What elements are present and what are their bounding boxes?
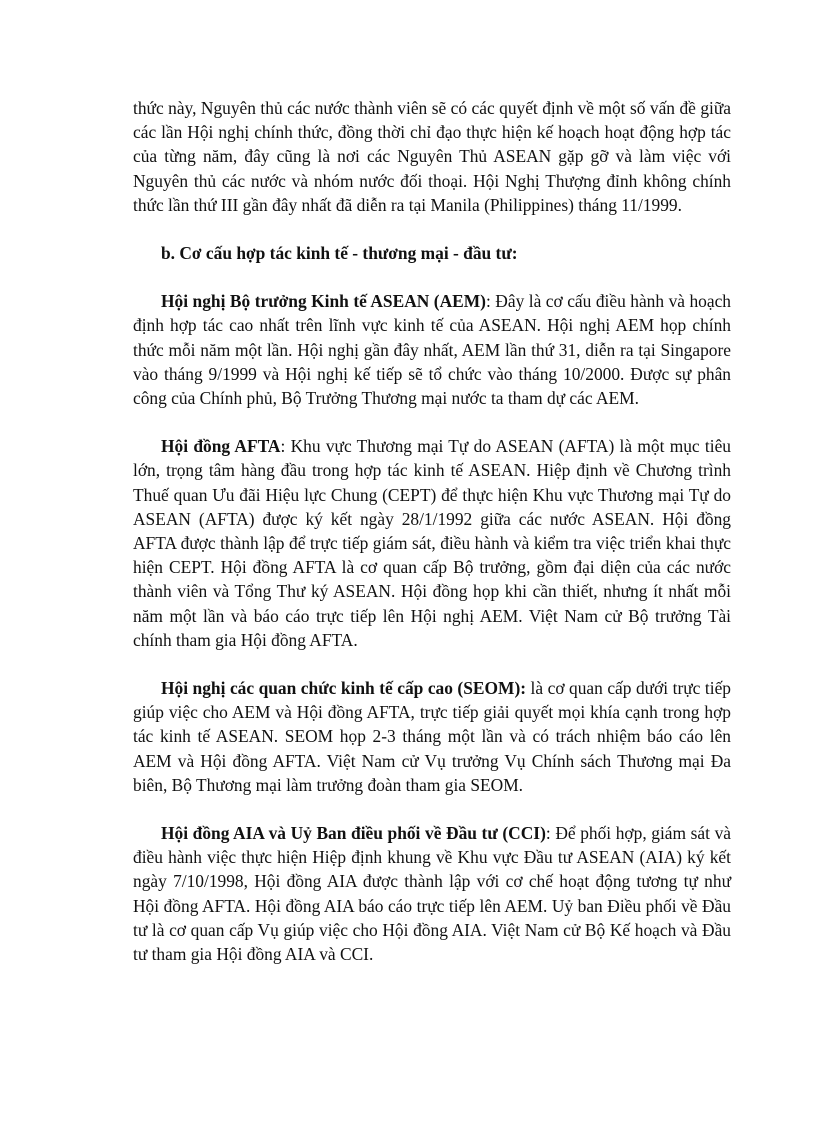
term-aem: Hội nghị Bộ trưởng Kinh tế ASEAN (AEM) [161,291,486,312]
body-seom: là cơ quan cấp dưới trực tiếp giúp việc cho AEM và Hội đồng AFTA, trực tiếp giải quyết mọi khía cạnh trong hợp tác kinh tế ASEAN. SEOM họp 2-3 tháng một lần và có trách nhiệm báo cáo lên AEM và Hội đồng AFTA. Việt Nam cử Vụ trưởng Vụ Chính sách Thương mại Đa biên, Bộ Thương mại làm trưởng đoàn tham gia SEOM. [133,678,731,795]
body-afta: : Khu vực Thương mại Tự do ASEAN (AFTA) là một mục tiêu lớn, trọng tâm hàng đầu trong hợp tác kinh tế ASEAN. Hiệp định về Chương trình Thuế quan Ưu đãi Hiệu lực Chung (CEPT) để thực hiện Khu vực Thương mại Tự do ASEAN (AFTA) được ký kết ngày 28/1/1992 giữa các nước ASEAN. Hội đồng AFTA được thành lập để trực tiếp giám sát, điều hành và kiểm tra việc triển khai thực hiện CEPT. Hội đồng AFTA là cơ quan cấp Bộ trưởng, gồm đại diện của các nước thành viên và Tổng Thư ký ASEAN. Hội đồng họp khi cần thiết, nhưng ít nhất mỗi năm một lần và báo cáo trực tiếp lên Hội nghị AEM. Việt Nam cử Bộ trưởng Tài chính tham gia Hội đồng AFTA. [133,436,732,650]
intro-paragraph: thức này, Nguyên thủ các nước thành viên sẽ có các quyết định về một số vấn đề giữa các lần Hội nghị chính thức, đồng thời chỉ đạo thực hiện kế hoạch hoạt động hợp tác của từng năm, đây cũng là nơi các Nguyên Thủ ASEAN gặp gỡ và làm việc với Nguyên thủ các nước và nhóm nước đối thoại. Hội Nghị Thượng đỉnh không chính thức lần thứ III gần đây nhất đã diễn ra tại Manila (Philippines) tháng 11/1999. [133,98,731,215]
paragraph-aia-cci [133,821,731,966]
term-afta: Hội đồng AFTA [161,436,281,457]
term-seom: Hội nghị các quan chức kinh tế cấp cao (SEOM): [161,678,527,699]
paragraph-seom [133,676,731,797]
section-heading: b. Cơ cấu hợp tác kinh tế - thương mại - đầu tư: [161,243,518,264]
paragraph-afta [133,434,731,652]
paragraph-aem [133,289,731,410]
term-aia-cci: Hội đồng AIA và Uỷ Ban điều phối về Đầu tư (CCI) [161,823,546,844]
body-aia-cci: : Để phối hợp, giám sát và điều hành việc thực hiện Hiệp định khung về Khu vực Đầu tư ASEAN (AIA) ký kết ngày 7/10/1998, Hội đồng AIA được thành lập với cơ chế hoạt động tương tự như Hội đồng AFTA. Hội đồng AIA báo cáo trực tiếp lên AEM. Uỷ ban Điều phối về Đầu tư là cơ quan cấp Vụ giúp việc cho Hội đồng AIA. Việt Nam cử Bộ Kế hoạch và Đầu tư tham gia Hội đồng AIA và CCI. [133,823,731,965]
body-aem: : Đây là cơ cấu điều hành và hoạch định hợp tác cao nhất trên lĩnh vực kinh tế của ASEAN. Hội nghị AEM họp chính thức mỗi năm một lần. Hội nghị gần đây nhất, AEM lần thứ 31, diễn ra tại Singapore vào tháng 9/1999 và Hội nghị kế tiếp sẽ tổ chức vào tháng 10/2000. Được sự phân công của Chính phủ, Bộ Trưởng Thương mại nước ta tham dự các AEM. [133,291,731,409]
document-page [133,96,731,966]
